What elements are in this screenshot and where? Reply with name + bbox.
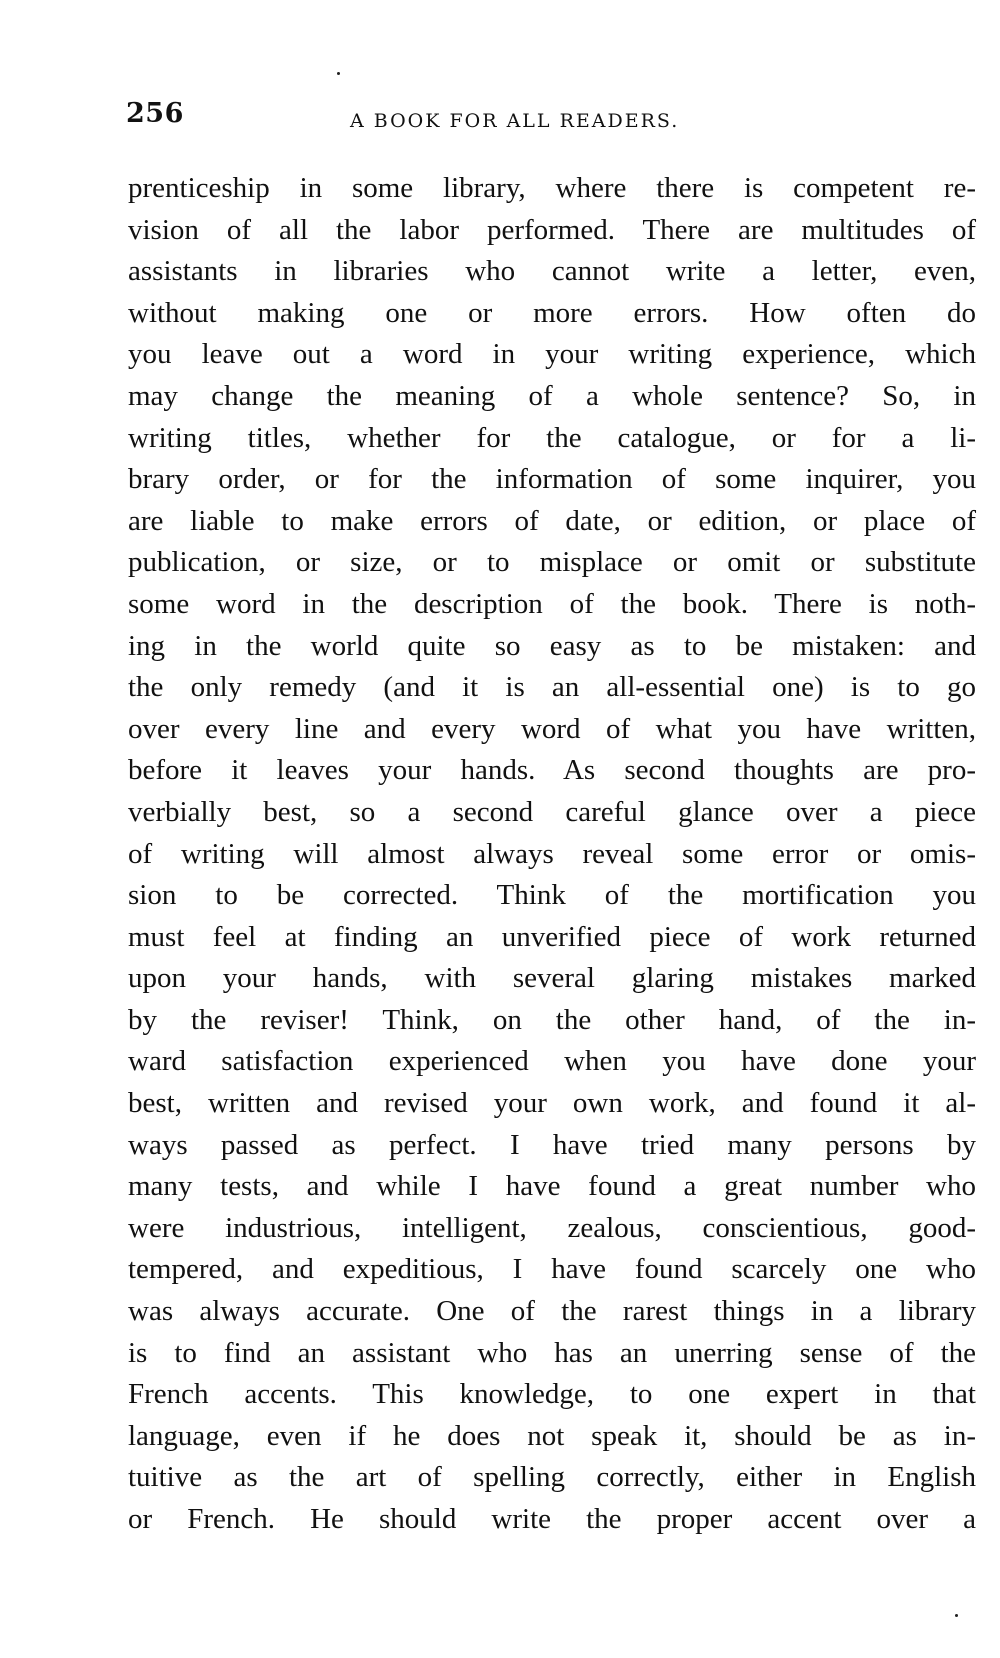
text-line: the only remedy (and it is an all-essential one) is to go [128, 671, 976, 704]
text-line: was always accurate. One of the rarest things in a library [128, 1295, 976, 1328]
text-line: writing titles, whether for the catalogue, or for a li- [128, 421, 976, 454]
text-line: were industrious, intelligent, zealous, conscientious, good- [128, 1211, 976, 1244]
text-line: must feel at finding an unverified piece of work returned [128, 920, 976, 953]
text-line: without making one or more errors. How often do [128, 296, 976, 329]
scan-speck [955, 1614, 958, 1617]
body-text [128, 168, 976, 1541]
text-line: many tests, and while I have found a great number who [128, 1170, 976, 1203]
text-line: you leave out a word in your writing experience, which [128, 338, 976, 371]
text-line: upon your hands, with several glaring mistakes marked [128, 962, 976, 995]
text-line: brary order, or for the information of some inquirer, you [128, 463, 976, 496]
text-line: best, written and revised your own work, and found it al- [128, 1087, 976, 1120]
text-line: language, even if he does not speak it, should be as in- [128, 1419, 976, 1452]
text-line: some word in the description of the book. There is noth- [128, 587, 976, 620]
text-line: ways passed as perfect. I have tried many persons by [128, 1128, 976, 1161]
running-title: A BOOK FOR ALL READERS. [350, 110, 680, 132]
text-line: are liable to make errors of date, or edition, or place of [128, 504, 976, 537]
text-line: verbially best, so a second careful glance over a piece [128, 795, 976, 828]
text-line: over every line and every word of what you have written, [128, 712, 976, 745]
text-line: by the reviser! Think, on the other hand, of the in- [128, 1003, 976, 1036]
text-line: tempered, and expeditious, I have found scarcely one who [128, 1253, 976, 1286]
text-line: is to find an assistant who has an unerring sense of the [128, 1336, 976, 1369]
text-line: may change the meaning of a whole sentence? So, in [128, 379, 976, 412]
text-line: of writing will almost always reveal some error or omis- [128, 837, 976, 870]
text-line: publication, or size, or to misplace or omit or substitute [128, 546, 976, 579]
text-line: sion to be corrected. Think of the mortification you [128, 879, 976, 912]
text-line: tuitive as the art of spelling correctly, either in English [128, 1461, 976, 1494]
text-line: ward satisfaction experienced when you have done your [128, 1045, 976, 1078]
text-line: assistants in libraries who cannot write a letter, even, [128, 255, 976, 288]
page-number: 256 [126, 98, 184, 129]
text-line: before it leaves your hands. As second thoughts are pro- [128, 754, 976, 787]
text-line: prenticeship in some library, where there is competent re- [128, 172, 976, 204]
text-line: vision of all the labor performed. There are multitudes of [128, 213, 976, 246]
text-line: or French. He should write the proper accent over a [128, 1503, 976, 1535]
text-line: ing in the world quite so easy as to be mistaken: and [128, 629, 976, 662]
text-line: French accents. This knowledge, to one expert in that [128, 1378, 976, 1411]
scan-speck [337, 72, 340, 75]
